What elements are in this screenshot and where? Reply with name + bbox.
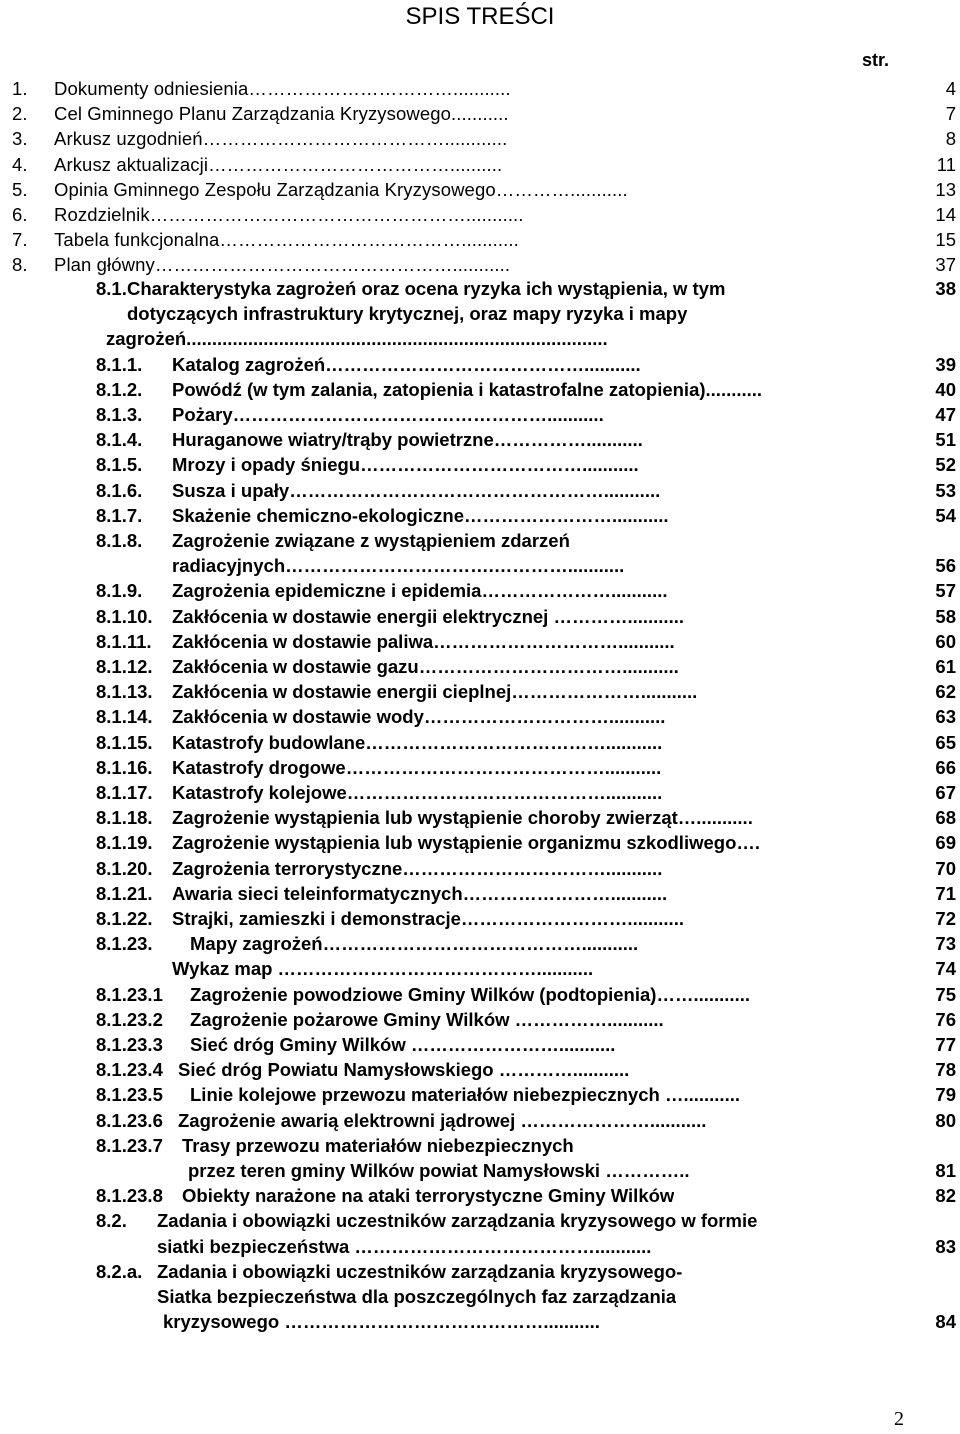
toc-subentry-number: 8.1.8.: [96, 530, 143, 551]
toc-entry[interactable]: [0, 202, 960, 228]
toc-subentry-page: 77: [935, 1034, 956, 1055]
toc-subentry[interactable]: [0, 478, 960, 504]
toc-entry-page: 37: [935, 254, 956, 276]
toc-subentry-number: 8.1.6.: [96, 479, 143, 501]
toc-entry-number: 8.: [12, 254, 28, 276]
toc-subentry-page: 60: [935, 630, 956, 652]
toc-subentry-page: 69: [935, 832, 956, 854]
toc-subentry-page: 67: [935, 782, 956, 803]
toc-subentry[interactable]: [0, 931, 960, 957]
toc-subentry-number: 8.1.18.: [96, 807, 153, 829]
toc-subentry[interactable]: [0, 1234, 960, 1260]
toc-subentry-page: 58: [935, 605, 956, 627]
toc-entry-title: Arkusz uzgodnień…………………………………............: [54, 128, 508, 150]
toc-subentry-number: 8.1.11.: [96, 630, 152, 652]
toc-subentry-number: 8.1.23.7: [96, 1134, 163, 1156]
toc-entry[interactable]: [0, 126, 960, 152]
toc-subentry-page: 73: [935, 933, 956, 955]
toc-entry-title: Dokumenty odniesienia……………………………...........: [54, 78, 511, 99]
toc-subentry[interactable]: [0, 856, 960, 882]
toc-subentry-title: Zagrożenie związane z wystąpieniem zdarzeń: [172, 530, 570, 551]
toc-subentry-title: Obiekty narażone na ataki terrorystyczne Gminy Wilków: [182, 1185, 675, 1207]
toc-subentry-page: 51: [935, 429, 956, 451]
toc-subentry-page: 82: [935, 1185, 956, 1207]
toc-subentry-page: 65: [935, 731, 956, 753]
toc-subentry-page: 54: [935, 504, 956, 526]
toc-subentry-title: Zakłócenia w dostawie wody…………………………...........: [172, 706, 666, 728]
toc-subentry-number: 8.1.21.: [96, 882, 153, 904]
toc-subentry[interactable]: [0, 352, 960, 378]
toc-subentry[interactable]: [0, 1309, 960, 1335]
toc-subentry-title: Zadania i obowiązki uczestników zarządzania kryzysowego-: [157, 1260, 683, 1282]
toc-subentry[interactable]: [0, 982, 960, 1008]
toc-subentry-title: Zagrożenie wystąpienia lub wystąpienie choroby zwierząt…...........: [172, 807, 753, 829]
toc-entry-page: 11: [936, 153, 956, 175]
toc-subentry-number: 8.1.1.: [96, 353, 143, 375]
toc-subentry-title: Katastrofy budowlane…………………………………...........: [172, 731, 663, 753]
toc-entry-page: 4: [945, 78, 956, 99]
toc-entry[interactable]: [0, 252, 960, 278]
toc-subentry-title: Sieć dróg Powiatu Namysłowskiego …………...........: [178, 1059, 630, 1081]
toc-subentry[interactable]: [0, 629, 960, 655]
toc-subentry[interactable]: [0, 377, 960, 403]
toc-subentry-title: Mapy zagrożeń……………………………………...........: [190, 933, 639, 955]
toc-subentry[interactable]: [0, 402, 960, 428]
toc-subentry-title: zagrożeń..................................................................................: [106, 328, 608, 350]
toc-subentry-number: 8.1.23.3: [96, 1034, 163, 1055]
toc-entry-title: Plan główny…………………………………………...........: [54, 254, 511, 276]
toc-entry-page: 14: [935, 204, 956, 225]
page-column-header: str.: [862, 50, 890, 70]
toc-subentry-page: 71: [935, 882, 956, 904]
toc-subentry-title: Zagrożenia epidemiczne i epidemia…………………...........: [172, 580, 668, 602]
toc-subentry[interactable]: [0, 805, 960, 831]
toc-subentry-number: 8.1.10.: [96, 605, 153, 627]
page-title: SPIS TREŚCI: [405, 3, 555, 30]
toc-subentry-title: Katastrofy kolejowe……………………………………...........: [172, 782, 663, 803]
toc-subentry-number: 8.1.12.: [96, 656, 153, 677]
toc-subentry-title: siatki bezpieczeństwa …………………………………...........: [157, 1235, 652, 1257]
toc-subentry-page: 74: [935, 958, 956, 980]
toc-subentry-title: dotyczących infrastruktury krytycznej, oraz mapy ryzyka i mapy: [127, 303, 688, 325]
toc-subentry-title: Wykaz map ……………………………………...........: [172, 958, 594, 980]
toc-subentry-title: Zagrożenie powodziowe Gminy Wilków (podtopienia)……...........: [190, 983, 750, 1005]
toc-subentry-page: 80: [935, 1109, 956, 1131]
toc-subentry[interactable]: [0, 1032, 960, 1058]
toc-subentry-number: 8.1.7.: [96, 504, 143, 526]
toc-subentry-page: 62: [935, 681, 956, 703]
toc-subentry-number: 8.1.16.: [96, 756, 153, 778]
toc-subentry[interactable]: [0, 1007, 960, 1033]
toc-subentry-page: 53: [935, 479, 956, 501]
toc-subentry-number: 8.1.17.: [96, 782, 153, 803]
toc-subentry: [0, 1259, 960, 1285]
toc-subentry-page: 63: [935, 706, 956, 728]
toc-entry-page: 15: [935, 229, 956, 251]
toc-subentry[interactable]: [0, 654, 960, 680]
toc-subentry-page: 61: [935, 656, 956, 677]
toc-subentry-number: 8.1.23.5: [96, 1084, 163, 1106]
toc-subentry: [0, 1133, 960, 1159]
toc-subentry-number: 8.2.: [96, 1210, 127, 1232]
toc-entry-number: 2.: [12, 103, 28, 125]
toc-subentry-page: 70: [935, 857, 956, 879]
toc-subentry-number: 8.1.3.: [96, 404, 143, 425]
toc-subentry: [0, 326, 960, 352]
toc-entry[interactable]: [0, 101, 960, 127]
toc-subentry[interactable]: [0, 755, 960, 781]
toc-subentry-title: Awaria sieci teleinformatycznych……………………...........: [172, 882, 668, 904]
toc-subentry[interactable]: [0, 1108, 960, 1134]
toc-subentry[interactable]: [0, 553, 960, 579]
toc-subentry-title: Zadania i obowiązki uczestników zarządzania kryzysowego w formie: [157, 1210, 758, 1232]
toc-subentry[interactable]: [0, 1057, 960, 1083]
toc-subentry[interactable]: [0, 1158, 960, 1184]
toc-subentry-number: 8.1.23.: [96, 933, 153, 955]
toc-subentry-page: 52: [935, 454, 956, 476]
toc-subentry[interactable]: [0, 704, 960, 730]
toc-subentry-number: 8.1.2.: [96, 378, 143, 400]
toc-subentry-number: 8.1.4.: [96, 429, 143, 451]
toc-subentry[interactable]: [0, 1082, 960, 1108]
toc-subentry[interactable]: [0, 578, 960, 604]
footer-page-number: 2: [894, 1408, 904, 1430]
toc-subentry-number: 8.1.: [96, 278, 127, 299]
toc-subentry-page: 78: [935, 1059, 956, 1081]
toc-subentry-title: Huraganowe wiatry/trąby powietrzne……………...........: [172, 429, 643, 451]
toc-subentry[interactable]: [0, 503, 960, 529]
toc-subentry-number: 8.1.23.2: [96, 1008, 163, 1030]
toc-entry-number: 3.: [12, 128, 28, 150]
toc-subentry-title: Siatka bezpieczeństwa dla poszczególnych faz zarządzania: [157, 1286, 677, 1307]
toc-subentry-number: 8.1.23.6: [96, 1109, 163, 1131]
toc-entry-page: 7: [945, 103, 956, 125]
toc-entry[interactable]: [0, 76, 960, 102]
toc-subentry-title: Mrozy i opady śniegu………………………………...........: [172, 454, 639, 476]
toc-subentry-title: Skażenie chemiczno-ekologiczne……………………...........: [172, 504, 669, 526]
toc-subentry[interactable]: [0, 604, 960, 630]
toc-subentry-page: 81: [935, 1160, 956, 1181]
toc-subentry-title: Zakłócenia w dostawie gazu……………………………...........: [172, 656, 679, 677]
toc-subentry-page: 57: [935, 580, 956, 602]
toc-subentry-number: 8.2.a.: [96, 1260, 143, 1282]
toc-entry-title: Tabela funkcjonalna…………………………………...........: [54, 229, 519, 251]
toc-subentry[interactable]: [0, 830, 960, 856]
toc-subentry-title: Zakłócenia w dostawie paliwa…………………………...........: [172, 630, 675, 652]
toc-subentry[interactable]: [0, 427, 960, 453]
toc-subentry-number: 8.1.23.1: [96, 983, 163, 1005]
toc-subentry[interactable]: [0, 276, 960, 302]
toc-entry-title: Opinia Gminnego Zespołu Zarządzania Kryzysowego…………...........: [54, 178, 628, 200]
toc-subentry-title: Pożary……………………………………………...........: [172, 404, 604, 425]
toc-entry-number: 7.: [12, 229, 28, 251]
toc-subentry-number: 8.1.20.: [96, 857, 153, 879]
toc-subentry[interactable]: [0, 679, 960, 705]
toc-subentry: [0, 1284, 960, 1310]
toc-subentry-page: 83: [935, 1235, 956, 1257]
toc-subentry-title: Sieć dróg Gminy Wilków ……………………...........: [190, 1034, 616, 1055]
toc-subentry-page: 56: [935, 555, 956, 577]
toc-subentry-page: 76: [935, 1008, 956, 1030]
toc-subentry-page: 38: [935, 278, 956, 299]
toc-subentry-title: Charakterystyka zagrożeń oraz ocena ryzyka ich wystąpienia, w tym: [127, 278, 726, 299]
toc-subentry-title: kryzysowego ……………………………………...........: [163, 1311, 600, 1333]
toc-entry-number: 4.: [12, 153, 28, 175]
toc-entry[interactable]: [0, 152, 960, 178]
toc-subentry-page: 39: [935, 353, 956, 375]
toc-subentry[interactable]: [0, 730, 960, 756]
toc-subentry-page: 75: [935, 983, 956, 1005]
toc-subentry-page: 68: [935, 807, 956, 829]
toc-entry-page: 8: [945, 128, 956, 150]
toc-subentry-title: Susza i upały……………………………………………...........: [172, 479, 661, 501]
toc-subentry-title: Katastrofy drogowe……………………………………...........: [172, 756, 662, 778]
toc-subentry[interactable]: [0, 452, 960, 478]
toc-entry-title: Cel Gminnego Planu Zarządzania Kryzysowego...........: [54, 103, 509, 125]
toc-subentry-title: Zagrożenie pożarowe Gminy Wilków ……………...........: [190, 1008, 664, 1030]
toc-subentry: [0, 528, 960, 554]
toc-subentry[interactable]: [0, 956, 960, 982]
toc-subentry-title: Zagrożenie wystąpienia lub wystąpienie organizmu szkodliwego….: [172, 832, 761, 854]
toc-subentry-title: Trasy przewozu materiałów niebezpiecznych: [182, 1134, 574, 1156]
toc-subentry[interactable]: [0, 1183, 960, 1209]
toc-subentry-number: 8.1.14.: [96, 706, 153, 728]
toc-entry-number: 5.: [12, 178, 28, 200]
toc-entry-number: 6.: [12, 204, 28, 225]
toc-entry[interactable]: [0, 177, 960, 203]
toc-subentry-page: 40: [935, 378, 956, 400]
toc-subentry-number: 8.1.23.4: [96, 1059, 163, 1081]
toc-entry[interactable]: [0, 227, 960, 253]
toc-subentry-title: Strajki, zamieszki i demonstracje………………………...........: [172, 908, 684, 929]
toc-subentry-title: Zagrożenia terrorystyczne……………………………...........: [172, 857, 663, 879]
toc-subentry-number: 8.1.5.: [96, 454, 143, 476]
toc-subentry: [0, 301, 960, 327]
toc-subentry-title: Zakłócenia w dostawie energii elektrycznej …………...........: [172, 605, 684, 627]
toc-subentry-number: 8.1.13.: [96, 681, 153, 703]
toc-subentry-page: 66: [935, 756, 956, 778]
toc-entry-number: 1.: [12, 78, 28, 99]
toc-entry-title: Rozdzielnik……………………………………………...........: [54, 204, 524, 225]
toc-subentry[interactable]: [0, 881, 960, 907]
toc-subentry-number: 8.1.15.: [96, 731, 153, 753]
toc-subentry-number: 8.1.23.8: [96, 1185, 163, 1207]
toc-subentry-title: Katalog zagrożeń……………………………………...........: [172, 353, 641, 375]
toc-subentry-title: Zakłócenia w dostawie energii cieplnej…………………...........: [172, 681, 698, 703]
toc-subentry-page: 47: [935, 404, 956, 425]
toc-subentry[interactable]: [0, 780, 960, 806]
toc-entry-page: 13: [935, 178, 956, 200]
toc-subentry-title: radiacyjnych…………………………….…………...........: [172, 555, 625, 577]
toc-subentry-title: przez teren gminy Wilków powiat Namysłowski …………..: [188, 1160, 690, 1181]
toc-entry-title: Arkusz aktualizacji…………………………………..........: [54, 153, 503, 175]
toc-subentry-title: Linie kolejowe przewozu materiałów niebezpiecznych …...........: [190, 1084, 740, 1106]
toc-subentry: [0, 1208, 960, 1234]
toc-subentry-page: 72: [935, 908, 956, 929]
toc-subentry-title: Zagrożenie awarią elektrowni jądrowej …………………...........: [178, 1109, 707, 1131]
toc-subentry-number: 8.1.22.: [96, 908, 153, 929]
toc-subentry-page: 84: [935, 1311, 956, 1333]
toc-subentry-title: Powódź (w tym zalania, zatopienia i katastrofalne zatopienia)...........: [172, 378, 763, 400]
toc-subentry[interactable]: [0, 906, 960, 932]
toc-subentry-number: 8.1.19.: [96, 832, 153, 854]
toc-subentry-number: 8.1.9.: [96, 580, 143, 602]
toc-subentry-page: 79: [935, 1084, 956, 1106]
